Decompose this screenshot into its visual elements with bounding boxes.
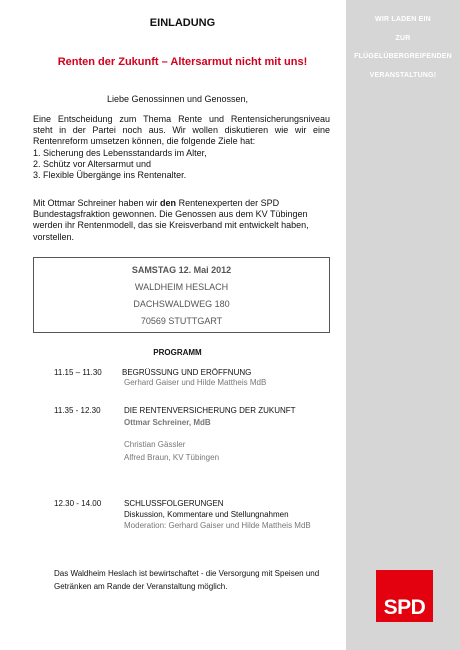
program-detail: Gerhard Gaiser und Hilde Mattheis MdB: [124, 378, 267, 387]
event-street: DACHSWALDWEG 180: [133, 299, 230, 309]
intro-paragraph: [33, 114, 330, 181]
sidebar-line-3: FLÜGELÜBERGREIFENDEN: [354, 53, 452, 60]
speaker-text: Mit Ottmar Schreiner haben wir: [33, 198, 161, 208]
event-info-box: [33, 257, 330, 333]
program-detail: Alfred Braun, KV Tübingen: [124, 453, 220, 462]
speaker-paragraph: [33, 198, 330, 243]
speaker-line: [33, 198, 330, 209]
event-venue: WALDHEIM HESLACH: [134, 282, 229, 292]
salutation: Liebe Genossinnen und Genossen,: [106, 94, 249, 104]
program-time: 11.35 - 12.30: [54, 406, 101, 415]
program-title: PROGRAMM: [153, 348, 202, 357]
program-time: 12.30 - 14.00: [54, 499, 102, 508]
intro-line: Rentenreform umsetzen können, die folgende Ziele hat:: [33, 136, 256, 147]
goal-item: 3. Flexible Übergänge ins Rentenalter.: [33, 170, 187, 181]
sidebar-panel: [346, 0, 460, 650]
program-heading: BEGRÜSSUNG UND ERÖFFNUNG: [122, 368, 252, 377]
speaker-line: werden ihr Rentenmodell, das sie Kreisverband mit entwickelt haben,: [33, 220, 309, 231]
program-time: 11.15 – 11.30: [54, 368, 102, 377]
speaker-emphasis: den: [160, 198, 177, 208]
program-detail: Christian Gässler: [124, 440, 186, 449]
intro-line: steht in der Partei noch aus. Wir wollen diskutieren wie wir eine: [33, 125, 330, 136]
program-detail: Moderation: Gerhard Gaiser und Hilde Mattheis MdB: [124, 521, 311, 530]
page-subtitle: Renten der Zukunft – Altersarmut nicht mit uns!: [57, 56, 308, 68]
catering-note: Das Waldheim Heslach ist bewirtschaftet - die Versorgung mit Speisen und Getränken am Rande der Veranstaltung möglich.: [54, 569, 320, 591]
goal-item: 1. Sicherung des Lebensstandards im Alter,: [33, 147, 207, 158]
goal-item: 2. Schütz vor Altersarmut und: [33, 158, 152, 169]
event-city: 70569 STUTTGART: [140, 316, 223, 326]
program-detail: Ottmar Schreiner, MdB: [124, 418, 211, 427]
sidebar-line-4: VERANSTALTUNG!: [369, 72, 437, 79]
speaker-line: Bundestagsfraktion gewonnen. Die Genossen aus dem KV Tübingen: [33, 209, 308, 220]
sidebar-line-2: ZUR: [395, 35, 411, 42]
page-title: EINLADUNG: [149, 17, 216, 29]
sidebar-line-1: WIR LADEN EIN: [375, 16, 431, 23]
event-date: SAMSTAG 12. Mai 2012: [131, 265, 232, 275]
program-heading: DIE RENTENVERSICHERUNG DER ZUKUNFT: [124, 406, 296, 415]
speaker-text: Rentenexperten der SPD: [176, 198, 280, 208]
program-detail: Diskussion, Kommentare und Stellungnahmen: [124, 510, 289, 519]
intro-line: Eine Entscheidung zum Thema Rente und Rentensicherungsniveau: [33, 114, 330, 124]
spd-logo: SPD: [376, 570, 433, 622]
program-heading: SCHLUSSFOLGERUNGEN: [124, 499, 224, 508]
speaker-line: vorstellen.: [33, 231, 75, 242]
